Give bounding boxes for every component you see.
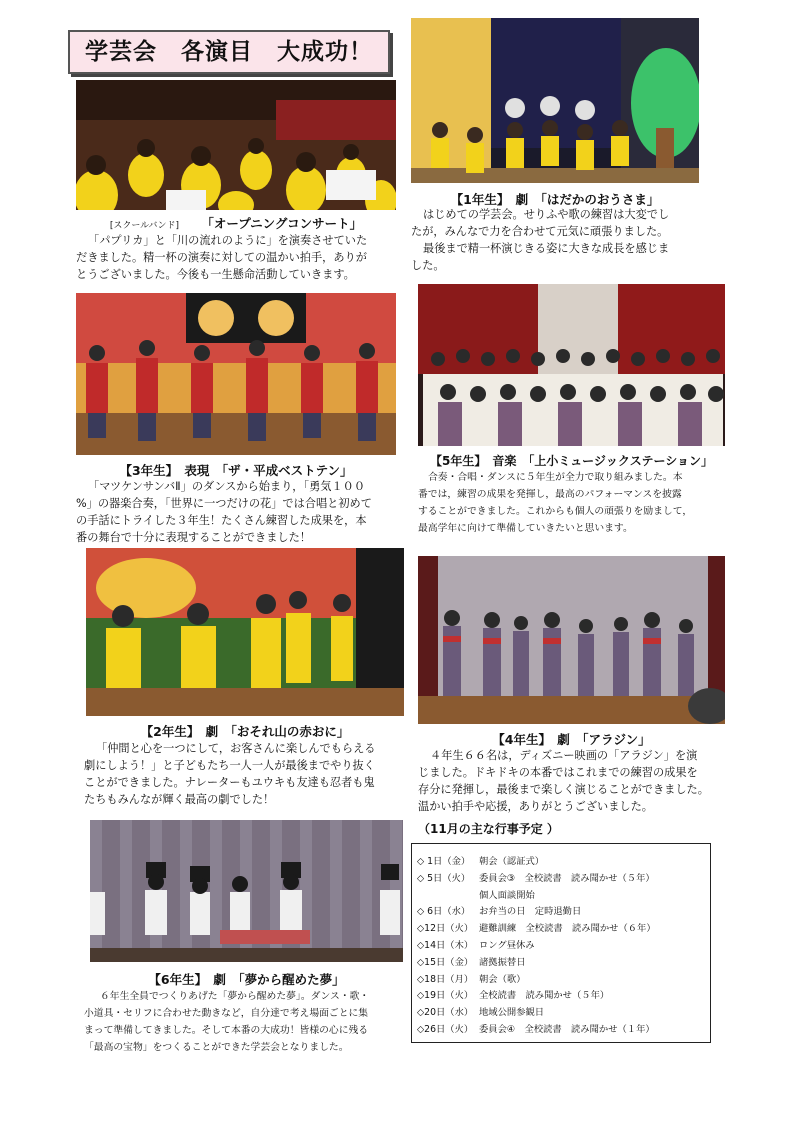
event-text: 朝会（認証式）	[479, 856, 545, 867]
event-text: 避難訓練 全校読書 読み聞かせ（６年）	[479, 923, 656, 935]
text-line: たちもみんなが輝く最高の劇でした！	[84, 793, 275, 806]
text-line: だきました。精一杯の演奏に対しての温かい拍手，ありが	[76, 251, 367, 264]
text-line: 番の舞台で十分に表現することができました！	[76, 531, 311, 544]
text-line: 劇にしよう！」と子どもたち一人一人が最後までやり抜く	[84, 759, 375, 772]
event-item	[417, 1022, 710, 1039]
text-line: 「仲間と心を一つにして，お客さんに楽しんでもらえる	[96, 742, 376, 755]
text-line: %」の器楽合奏，「世界に一つだけの花」では合唱と初めて	[76, 497, 372, 510]
band-caption	[76, 214, 396, 232]
event-text: 委員会④ 全校読書 読み聞かせ（１年）	[479, 1023, 655, 1035]
events-list	[411, 843, 711, 1043]
event-text: お弁当の日 定時退勤日	[479, 906, 582, 918]
grade3-title: 【3年生】 表現 「ザ・平成ベストテン」	[119, 463, 353, 478]
page-title: 学芸会 各演目 大成功！	[68, 30, 390, 74]
grade1-text	[411, 206, 711, 274]
text-line: 「最高の宝物」をつくることができた学芸会となりました。	[84, 1042, 349, 1053]
grade2-text	[84, 740, 414, 808]
grade1-photo	[411, 18, 699, 183]
text-line: 温かい拍手や応援，ありがとうございました。	[418, 800, 653, 813]
grade4-title: 【4年生】 劇 「アラジン」	[492, 732, 651, 747]
event-item	[417, 955, 710, 972]
event-date: ◇ 5日（火）	[417, 872, 471, 884]
event-text: 委員会③ 全校読書 読み聞かせ（５年）	[479, 872, 655, 884]
text-line: たが，みんなで力を合わせて元気に頑張りました。	[411, 225, 669, 238]
event-item	[417, 871, 710, 888]
text-line: ６年生全員でつくりあげた「夢から醒めた夢」。ダンス・歌・	[100, 991, 370, 1002]
text-line: 最高学年に向けて準備していきたいと思います。	[418, 523, 633, 534]
grade2-title: 【2年生】 劇 「おそれ山の赤おに」	[140, 724, 350, 739]
grade3-text	[76, 478, 406, 546]
grade4-text	[418, 747, 728, 815]
event-item	[417, 988, 710, 1005]
text-line: はじめての学芸会。せりふや歌の練習は大変でし	[423, 208, 670, 221]
event-date: ◇26日（火）	[417, 1023, 474, 1035]
text-line: まって準備してきました。そして本番の大成功！皆様の心に残る	[84, 1025, 369, 1036]
text-line: 「パプリカ」と「川の流れのように」を演奏させていた	[88, 234, 368, 247]
event-item	[417, 921, 710, 938]
event-text: 全校読書 読み聞かせ（５年）	[479, 990, 610, 1002]
event-date: ◇18日（月）	[417, 973, 474, 985]
grade5-title: 【5年生】 音楽 「上小ミュージックステーション」	[429, 454, 714, 468]
event-item	[417, 1005, 710, 1022]
event-item	[417, 938, 710, 955]
text-line: 最後まで精一杯演じきる姿に大きな成長を感じま	[423, 242, 670, 255]
text-line: とうございました。今後も一生懸命活動していきます。	[76, 268, 355, 281]
event-item	[417, 904, 710, 921]
band-tag: [スクールバンド]	[109, 221, 180, 231]
event-date: ◇12日（火）	[417, 923, 474, 935]
grade2-photo	[86, 548, 404, 716]
event-date: ◇20日（水）	[417, 1007, 474, 1019]
text-line: 「マツケンサンバⅡ」のダンスから始まり，「勇気１００	[88, 480, 366, 493]
text-line: 存分に発揮し，最後まで楽しく演じることができました。	[418, 783, 709, 796]
grade6-title: 【6年生】 劇 「夢から醒めた夢」	[148, 972, 345, 987]
event-date: ◇14日（木）	[417, 939, 474, 951]
event-date: ◇ 6日（水）	[417, 906, 471, 918]
event-date: ◇19日（火）	[417, 990, 474, 1002]
text-line: した。	[411, 259, 445, 272]
text-line: じました。ドキドキの本番ではこれまでの練習の成果を	[418, 766, 698, 779]
event-continuation: 個人面談開始	[479, 889, 535, 901]
event-item	[417, 854, 710, 871]
grade1-title: 【1年生】 劇 「はだかのおうさま」	[450, 192, 660, 207]
event-text: 諸拠振替日	[479, 956, 526, 968]
text-line: の手話にトライした３年生！たくさん練習した成果を，本	[76, 514, 367, 527]
band-title: 「オープニングコンサート」	[201, 216, 363, 231]
grade4-photo	[418, 556, 725, 724]
grade3-photo	[76, 293, 396, 455]
event-text: 朝会（歌）	[479, 973, 526, 985]
text-line: ４年生６６名は，ディズニー映画の「アラジン」を演	[430, 749, 698, 762]
text-line: 合奏・合唱・ダンスに５年生が全力で取り組みました。本	[428, 472, 683, 483]
text-line: 番では，練習の成果を発揮し，最高のパフォーマンスを披露	[418, 489, 682, 500]
event-text: ロング昼休み	[479, 939, 535, 951]
grade6-text	[84, 988, 414, 1056]
events-heading: （11月の主な行事予定 ）	[418, 822, 559, 836]
grade5-text	[418, 469, 728, 537]
text-line: ことができました。ナレーターもユウキも友達も忍者も鬼	[84, 776, 375, 789]
grade5-photo	[418, 284, 725, 446]
event-date: ◇ 1日（金）	[417, 856, 471, 867]
grade6-photo	[90, 820, 403, 962]
event-item	[417, 972, 710, 989]
event-date: ◇15日（金）	[417, 956, 474, 968]
band-text	[76, 232, 406, 283]
text-line: することができました。これからも個人の頑張りを励まして，	[418, 506, 693, 517]
event-text: 地域公開参観日	[479, 1007, 545, 1019]
band-photo	[76, 80, 396, 210]
text-line: 小道具・セリフに合わせた動きなど，自分達で考え場面ごとに集	[84, 1008, 369, 1019]
